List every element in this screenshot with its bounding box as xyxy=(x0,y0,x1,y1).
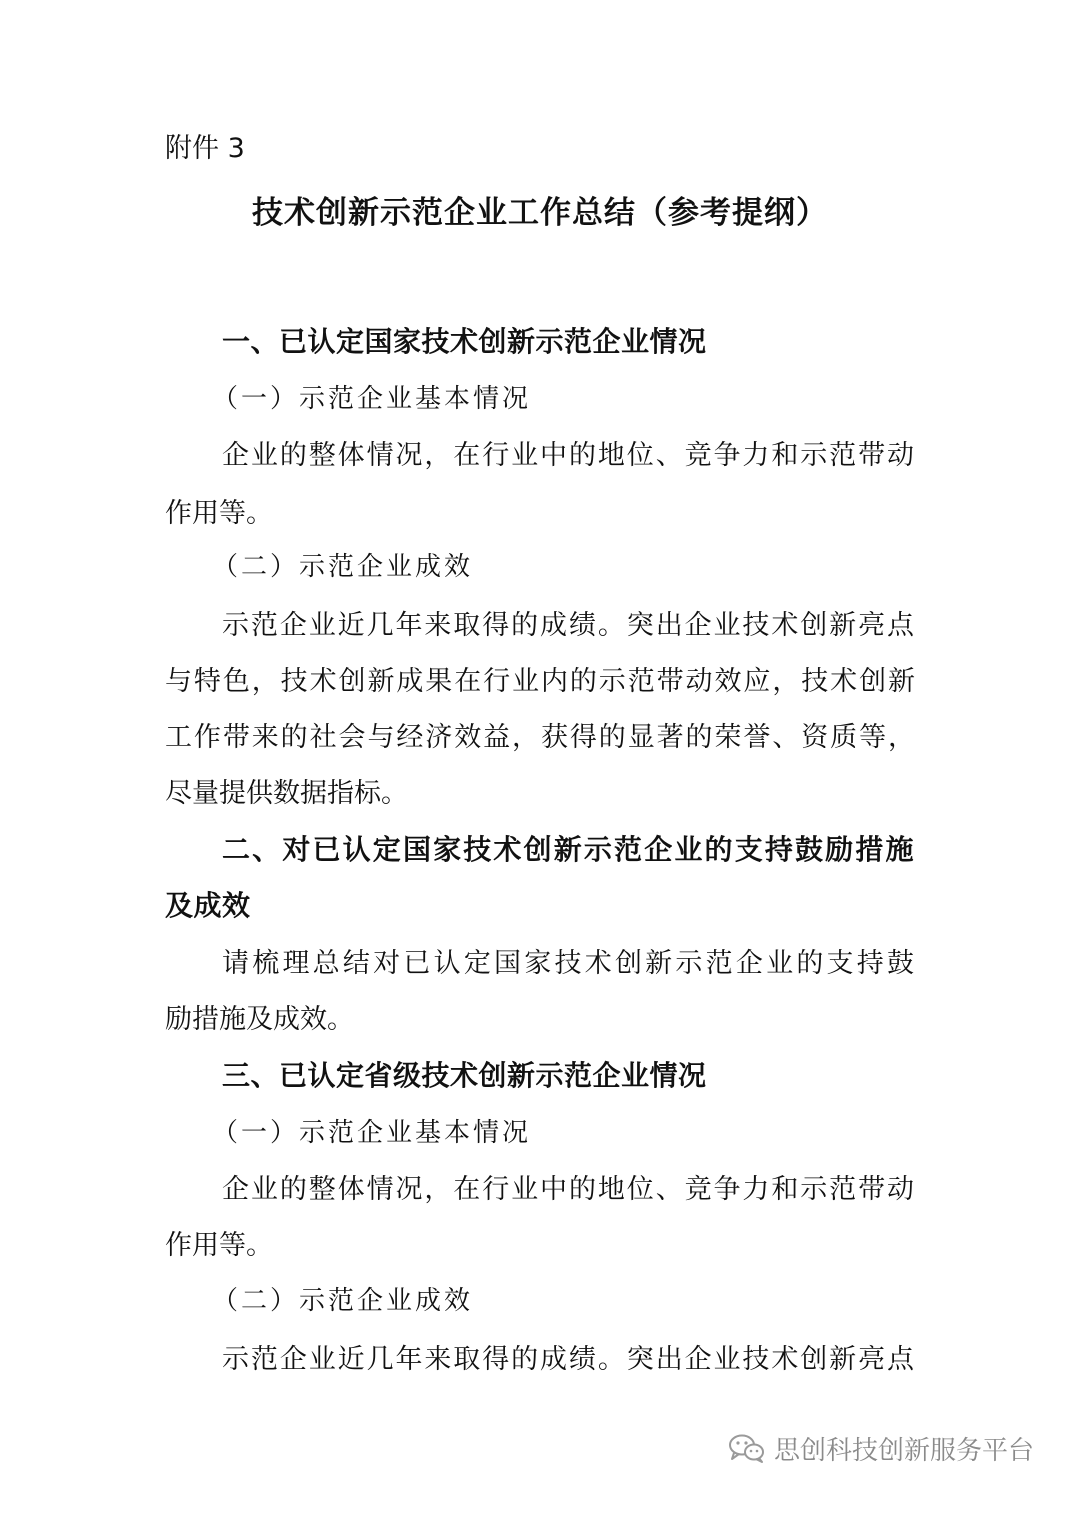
section-1-sub-2-line-3: 工作带来的社会与经济效益，获得的显著的荣誉、资质等， xyxy=(165,722,915,753)
section-1-sub-2-line-1: 示范企业近几年来取得的成绩。突出企业技术创新亮点 xyxy=(222,610,914,641)
section-3-sub-2-line-1: 示范企业近几年来取得的成绩。突出企业技术创新亮点 xyxy=(222,1344,914,1375)
section-3-sub-1-line-1: 企业的整体情况，在行业中的地位、竞争力和示范带动 xyxy=(222,1174,914,1205)
section-3-sub-2-heading: （二）示范企业成效 xyxy=(212,1286,474,1316)
section-1-sub-1-line-1: 企业的整体情况，在行业中的地位、竞争力和示范带动 xyxy=(222,440,914,471)
document-title: 技术创新示范企业工作总结（参考提纲） xyxy=(252,195,828,231)
section-3-sub-1-heading: （一）示范企业基本情况 xyxy=(212,1118,532,1148)
section-1-heading: 一、已认定国家技术创新示范企业情况 xyxy=(222,325,707,358)
section-2-heading-line-1: 二、对已认定国家技术创新示范企业的支持鼓励措施 xyxy=(222,833,914,866)
watermark-text: 思创科技创新服务平台 xyxy=(774,1435,1035,1466)
section-2-line-2: 励措施及成效。 xyxy=(165,1004,354,1035)
section-3-sub-1-line-2: 作用等。 xyxy=(165,1230,273,1261)
section-2-heading-line-2: 及成效 xyxy=(165,889,251,922)
wechat-icon xyxy=(728,1433,766,1463)
section-3-heading: 三、已认定省级技术创新示范企业情况 xyxy=(222,1059,707,1092)
attachment-label: 附件 3 xyxy=(165,133,245,164)
section-2-line-1: 请梳理总结对已认定国家技术创新示范企业的支持鼓 xyxy=(222,948,914,979)
watermark xyxy=(728,1428,1034,1468)
section-1-sub-2-line-2: 与特色，技术创新成果在行业内的示范带动效应，技术创新 xyxy=(165,666,915,697)
section-1-sub-1-line-2: 作用等。 xyxy=(165,498,273,529)
section-1-sub-1-heading: （一）示范企业基本情况 xyxy=(212,384,532,414)
section-1-sub-2-heading: （二）示范企业成效 xyxy=(212,552,474,582)
section-1-sub-2-line-4: 尽量提供数据指标。 xyxy=(165,778,408,809)
